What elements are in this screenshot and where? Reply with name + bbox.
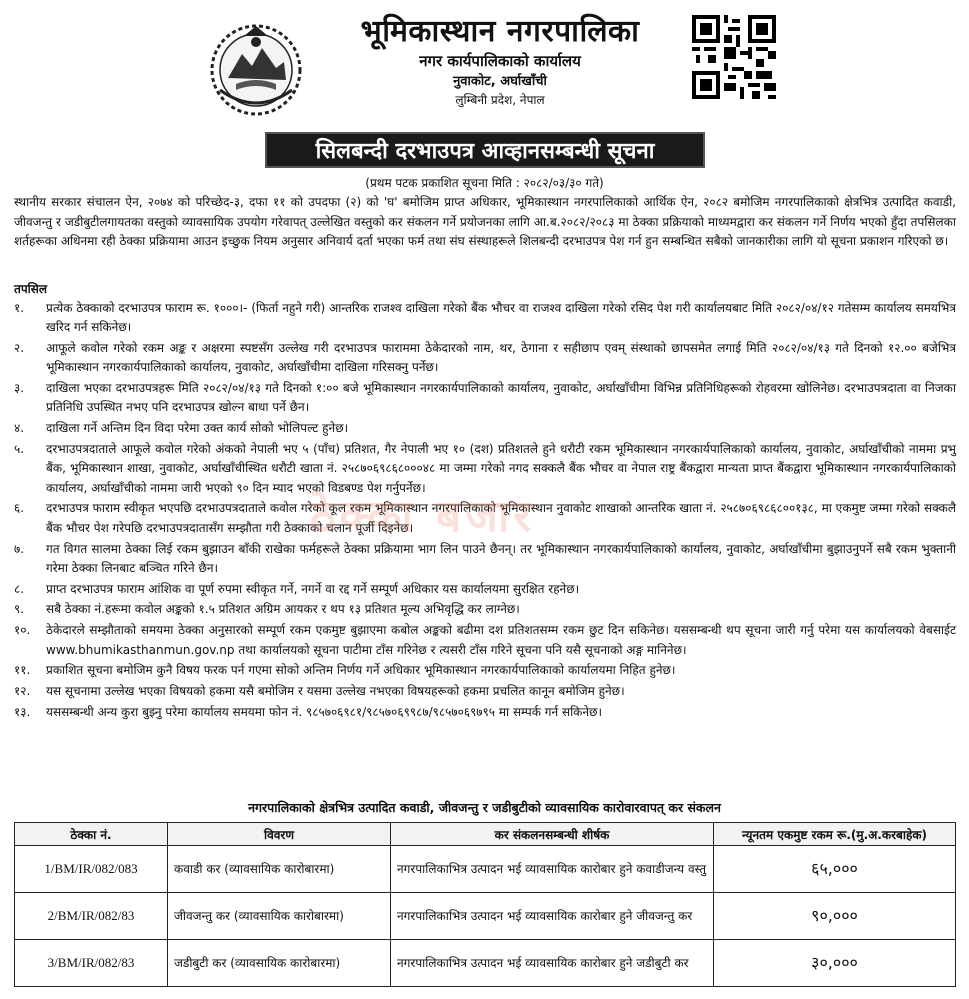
minimum-amount: ६५,०००: [714, 846, 956, 893]
item-number: ४.: [14, 421, 25, 436]
item-number: ९.: [14, 602, 25, 617]
item-number: १३.: [14, 704, 31, 719]
minimum-amount: ९०,०००: [714, 893, 956, 940]
table-header-row: [15, 823, 956, 846]
tax-description: जडीबुटी कर (व्यावसायिक कारोबारमा): [168, 940, 391, 987]
column-header-minimum-amount: न्यूनतम एकमुष्ट रकम रू.(मु.अ.करबाहेक): [714, 823, 956, 846]
item-number: ६.: [14, 501, 25, 516]
list-item: [14, 499, 956, 538]
column-header-contract-no: ठेक्का नं.: [15, 823, 168, 846]
list-item: [14, 682, 956, 701]
list-item: [14, 379, 956, 418]
contract-number: 2/BM/IR/082/83: [15, 893, 168, 940]
list-item: [14, 600, 956, 619]
item-number: १०.: [14, 623, 31, 638]
item-number: ८.: [14, 581, 25, 596]
notice-intro-paragraph: स्थानीय सरकार संचालन ऐन, २०७४ को परिच्छेद-३, दफा ११ को उपदफा (२) को 'घ' बमोजिम प्राप्त अधिकार, भूमिकास्थान नगरपालिकाको आर्थिक ऐन, २०८२ बमोजिम नगरपालिकाको क्षेत्रभित्र उत्पादित कवाडी, जीवजन्तु र जडीबुटीलगायतका वस्तुको व्यावसायिक उपयोग गरेवापत् उल्लेखित वस्तुको कर संकलन गर्ने प्रयोजनका लागि आ.ब.२०८२/२०८३ मा ठेक्का प्रक्रियाको माध्यमद्वारा कर संकलन गर्ने निर्णय भएको हुँदा तपसिलका शर्तहरूका अधिनमा रही ठेक्का प्रक्रियामा आउन इच्छुक नियम अनुसार अनिवार्य दर्ता भएका फर्म तथा संघ संस्थाहरूले शिलबन्दी दरभाउपत्र पेश गर्न हुन सम्बन्धित सबैको जानकारीका लागि यो सूचना प्रकाशन गरिएको छ।: [14, 195, 956, 248]
tax-heading: नगरपालिकाभित्र उत्पादन भई व्यावसायिक कारोबार हुने जडीबुटी कर: [391, 940, 714, 987]
publication-date: (प्रथम पटक प्रकाशित सूचना मिति : २०८२/०३/३० गते): [365, 176, 604, 190]
list-item: [14, 580, 956, 599]
terms-list: [14, 299, 956, 724]
tax-description: जीवजन्तु कर (व्यावसायिक कारोबारमा): [168, 893, 391, 940]
table-row: [15, 846, 956, 893]
item-number: ७.: [14, 541, 25, 556]
item-text: दरभाउपत्र फाराम स्वीकृत भएपछि दरभाउपत्रदाताले कवोल गरेको कूल रकम भूमिकास्थान नगरपालिकाको भूमिकास्थान नुवाकोट शाखाको आन्तरिक खाता नं. २५८७०६९८६८००१३८, मा एकमुष्ट जम्मा गरेको सक्कलै बैंक भौचर पेश गरेपछि दरभाउपत्रदातासँग सम्झौता गरी ठेक्काको चलान पूर्जी दिइनेछ।: [46, 501, 956, 535]
tax-heading: नगरपालिकाभित्र उत्पादन भई व्यावसायिक कारोबार हुने कवाडीजन्य वस्तु: [391, 846, 714, 893]
item-text: यस सूचनामा उल्लेख भएका विषयको हकमा यसै बमोजिम र यसमा उल्लेख नभएका विषयहरूको हकमा प्रचलित कानून बमोजिम हुनेछ।: [46, 684, 625, 699]
item-text: ठेकेदारले सम्झौताको समयमा ठेक्का अनुसारको सम्पूर्ण रकम एकमुष्ट बुझाएमा कबोल अङ्कको बढीमा दश प्रतिशतसम्म रकम छुट दिन सकिनेछ। यससम्बन्धी थप सूचना जारी गर्नु परेमा यस कार्यालयको वेबसाईट www.bhumikasthanmun.gov.np तथा कार्यालयको सूचना पाटीमा टाँस गरिनेछ र त्यसरी टाँस गरिने सूचना पनि यसै सूचनाको अङ्ग मानिनेछ।: [46, 623, 956, 657]
schedule-label: तपसिल: [14, 282, 48, 296]
list-item: [14, 339, 956, 378]
item-text: प्रकाशित सूचना बमोजिम कुनै विषय फरक पर्न गएमा सोको अन्तिम निर्णय गर्ने अधिकार भूमिकास्थान नगरकार्यपालिकाको कार्यालयमा निहित हुनेछ।: [46, 663, 676, 678]
item-text: दरभाउपत्रदाताले आफूले कवोल गरेको अंकको नेपाली भए ५ (पाँच) प्रतिशत, गैर नेपाली भए १० (दश) प्रतिशतले हुने धरौटी रकम भूमिकास्थान नगरकार्यपालिकाको कार्यालय, नुवाकोट, अर्घाखाँचीको नाममा प्रभु बैंक, भूमिकास्थान शाखा, नुवाकोट, अर्घाखाँचीस्थित धरौटी खाता नं. २५८७०६९८६८०००४८ मा जम्मा गरेको नगद सक्कलै बैंक भौचर वा नेपाल राष्ट्र बैंकद्वारा मान्यता प्राप्त बैंकद्वारा भूमिकास्थान नगरकार्यपालिकाको कार्यालय, अर्घाखाँचीको नाममा जारी भएको ९० दिन म्याद भएको विडबण्ड पेश गर्नुपर्नेछ।: [46, 442, 956, 495]
table-row: [15, 940, 956, 987]
organization-subtitle: नगर कार्यपालिकाको कार्यालय: [419, 52, 581, 70]
item-text: सबै ठेक्का नं.हरूमा कवोल अङ्कको १.५ प्रतिशत अग्रिम आयकर र थप १३ प्रतिशत मूल्य अभिवृद्धि कर लाग्नेछ।: [46, 602, 520, 617]
list-item: [14, 419, 956, 438]
minimum-amount: ३०,०००: [714, 940, 956, 987]
table-row: [15, 893, 956, 940]
item-number: ३.: [14, 381, 25, 396]
contract-number: 1/BM/IR/082/083: [15, 846, 168, 893]
tax-heading: नगरपालिकाभित्र उत्पादन भई व्यावसायिक कारोबार हुने जीवजन्तु कर: [391, 893, 714, 940]
item-number: ५.: [14, 442, 25, 457]
table-title: नगरपालिकाको क्षेत्रभित्र उत्पादित कवाडी, जीवजन्तु र जडीबुटीको व्यावसायिक कारोवारवापत् कर संकलन: [248, 800, 721, 815]
tax-description: कवाडी कर (व्यावसायिक कारोबारमा): [168, 846, 391, 893]
item-text: दाखिला गर्ने अन्तिम दिन विदा परेमा उक्त कार्य सोको भोलिपल्ट हुनेछ।: [46, 421, 349, 436]
organization-block: [320, 14, 680, 109]
organization-title: भूमिकास्थान नगरपालिका: [360, 14, 640, 49]
organization-province: लुम्बिनी प्रदेश, नेपाल: [455, 93, 545, 107]
item-text: प्रत्येक ठेक्काको दरभाउपत्र फाराम रू. १०००।- (फिर्ता नहुने गरी) आन्तरिक राजश्व दाखिला गरेको बैंक भौचर वा राजश्व दाखिला गरेको रसिद पेश गरी कार्यालयबाट मिति २०८२/०४/१२ गतेसम्म कार्यालय समयभित्र खरिद गर्न सकिनेछ।: [46, 301, 956, 335]
item-text: प्राप्त दरभाउपत्र फाराम आंशिक वा पूर्ण रुपमा स्वीकृत गर्ने, नगर्ने वा रद्द गर्ने सम्पूर्ण अधिकार यस कार्यालयमा सुरक्षित रहनेछ।: [46, 581, 580, 596]
item-number: २.: [14, 341, 25, 356]
list-item: [14, 540, 956, 579]
tax-collection-table: [14, 822, 956, 987]
qr-code-icon: [692, 14, 776, 100]
item-number: १.: [14, 301, 25, 315]
item-text: दाखिला भएका दरभाउपत्रहरू मिति २०८२/०४/१३ गते दिनको १:०० बजे भूमिकास्थान नगरकार्यपालिकाको कार्यालय, नुवाकोट, अर्घाखाँचीमा विभिन्न प्रतिनिधिहरूको रोहवरमा खोलिनेछ। दरभाउपत्रदाता वा निजका प्रतिनिधि उपस्थित नभए पनि दरभाउपत्र खोल्न बाधा पर्ने छैन।: [46, 381, 956, 415]
column-header-tax-heading: कर संकलनसम्बन्धी शीर्षक: [391, 823, 714, 846]
organization-address: नुवाकोट, अर्घाखाँची: [453, 74, 547, 89]
notice-title-banner: सिलबन्दी दरभाउपत्र आव्हानसम्बन्धी सूचना: [265, 132, 705, 168]
column-header-description: विवरण: [168, 823, 391, 846]
item-number: १२.: [14, 684, 31, 699]
list-item: [14, 299, 956, 338]
list-item: [14, 661, 956, 680]
nepal-emblem-icon: [206, 18, 306, 118]
list-item: [14, 621, 956, 660]
item-text: आफूले कवोल गरेको रकम अङ्क र अक्षरमा स्पष्टसँग उल्लेख गरी दरभाउपत्र फाराममा ठेकेदारको नाम, थर, ठेगाना र सहीछाप एवम् संस्थाको छापसमेत लगाई मिति २०८२/०४/१३ गते दिनको १२.०० बजेभित्र भूमिकास्थान नगरकार्यपालिकाको कार्यालय, नुवाकोट, अर्घाखाँचीमा दाखिला गरिसक्नु पर्नेछ।: [46, 341, 956, 375]
item-number: ११.: [14, 663, 31, 678]
watermark-logo: ठेक्का बजार: [310, 491, 536, 542]
item-text: यससम्बन्धी अन्य कुरा बुझ्नु परेमा कार्यालय समयमा फोन नं. ९८५७०६९८१/९८५७०६९९८७/९८५७०६९७९५ मा सम्पर्क गर्न सकिनेछ।: [46, 704, 603, 719]
document-header: [0, 0, 969, 130]
list-item: [14, 703, 956, 722]
item-text: गत विगत सालमा ठेक्का लिई रकम बुझाउन बाँकी राखेका फर्महरूले ठेक्का प्रक्रियामा भाग लिन पाउने छैनन्। तर भूमिकास्थान नगरकार्यपालिकाको कार्यालय, नुवाकोट, अर्घाखाँचीमा बुझाउनुपर्ने सबै रकम भुक्तानी गरेमा ठेक्का लिनबाट बञ्चित गरिने छैन।: [46, 541, 956, 575]
contract-number: 3/BM/IR/082/83: [15, 940, 168, 987]
list-item: [14, 440, 956, 498]
